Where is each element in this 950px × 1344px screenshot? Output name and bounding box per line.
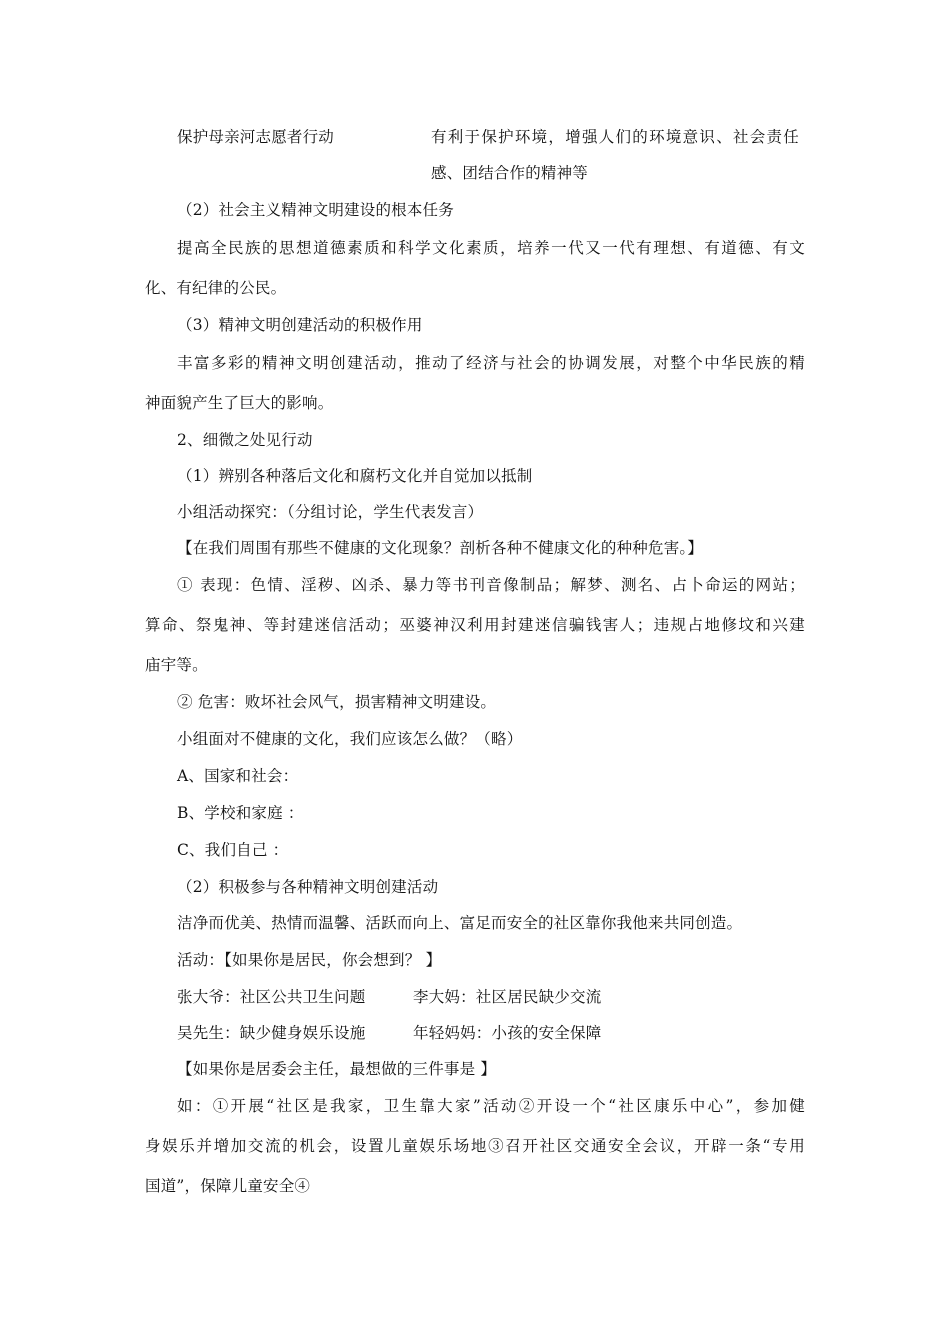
list-item: A、国家和社会： bbox=[177, 767, 299, 785]
paragraph-line: 小组活动探究：（分组讨论，学生代表发言） bbox=[177, 503, 484, 521]
list-item: C、我们自己 ： bbox=[177, 841, 289, 859]
section-heading: 2、细微之处见行动 bbox=[177, 431, 313, 449]
table-cell-effect-line1: 有利于保护环境，增强人们的环境意识、社会责任 bbox=[431, 128, 799, 146]
paragraph-line: 神面貌产生了巨大的影响。 bbox=[145, 394, 334, 412]
list-item: B、学校和家庭 ： bbox=[177, 804, 304, 822]
table-cell-effect-line2: 感、团结合作的精神等 bbox=[431, 164, 589, 182]
paragraph-line: 丰富多彩的精神文明创建活动，推动了经济与社会的协调发展，对整个中华民族的精 bbox=[177, 354, 805, 372]
paragraph-line: 庙宇等。 bbox=[145, 656, 208, 674]
subsection-heading: （2）积极参与各种精神文明创建活动 bbox=[177, 878, 439, 896]
paragraph-line: 如：①开展“社区是我家，卫生靠大家”活动②开设一个“社区康乐中心”，参加健 bbox=[177, 1097, 805, 1115]
paragraph-line: 洁净而优美、热情而温馨、活跃而向上、富足而安全的社区靠你我他来共同创造。 bbox=[177, 914, 743, 932]
paragraph-line: 国道”，保障儿童安全④ bbox=[145, 1177, 311, 1195]
paragraph-line: 活动：【如果你是居民，你会想到？ 】 bbox=[177, 951, 442, 969]
section-heading: （2）社会主义精神文明建设的根本任务 bbox=[177, 201, 454, 219]
bracket-question: 【如果你是居委会主任，最想做的三件事是 】 bbox=[177, 1060, 497, 1078]
section-heading: （3）精神文明创建活动的积极作用 bbox=[177, 316, 423, 334]
paragraph-line: 小组面对不健康的文化，我们应该怎么做？（略） bbox=[177, 730, 523, 748]
paragraph-line: ② 危害：败坏社会风气，损害精神文明建设。 bbox=[177, 693, 497, 711]
resident-concern: 张大爷：社区公共卫生问题 bbox=[177, 988, 366, 1006]
paragraph-line: 算命、祭鬼神、等封建迷信活动；巫婆神汉利用封建迷信骗钱害人；违规占地修坟和兴建 bbox=[145, 616, 805, 634]
bracket-question: 【在我们周围有那些不健康的文化现象？剖析各种不健康文化的种种危害。】 bbox=[177, 539, 704, 557]
subsection-heading: （1）辨别各种落后文化和腐朽文化并自觉加以抵制 bbox=[177, 467, 533, 485]
paragraph-line: 化、有纪律的公民。 bbox=[145, 279, 287, 297]
paragraph-line: 提高全民族的思想道德素质和科学文化素质，培养一代又一代有理想、有道德、有文 bbox=[177, 239, 805, 257]
paragraph-line: ① 表现：色情、淫秽、凶杀、暴力等书刊音像制品；解梦、测名、占卜命运的网站； bbox=[177, 576, 805, 594]
resident-concern: 年轻妈妈：小孩的安全保障 bbox=[413, 1024, 602, 1042]
paragraph-line: 身娱乐并增加交流的机会，设置儿童娱乐场地③召开社区交通安全会议，开辟一条“专用 bbox=[145, 1137, 805, 1155]
resident-concern: 李大妈：社区居民缺少交流 bbox=[413, 988, 602, 1006]
table-cell-activity: 保护母亲河志愿者行动 bbox=[177, 128, 335, 146]
resident-concern: 吴先生：缺少健身娱乐设施 bbox=[177, 1024, 366, 1042]
